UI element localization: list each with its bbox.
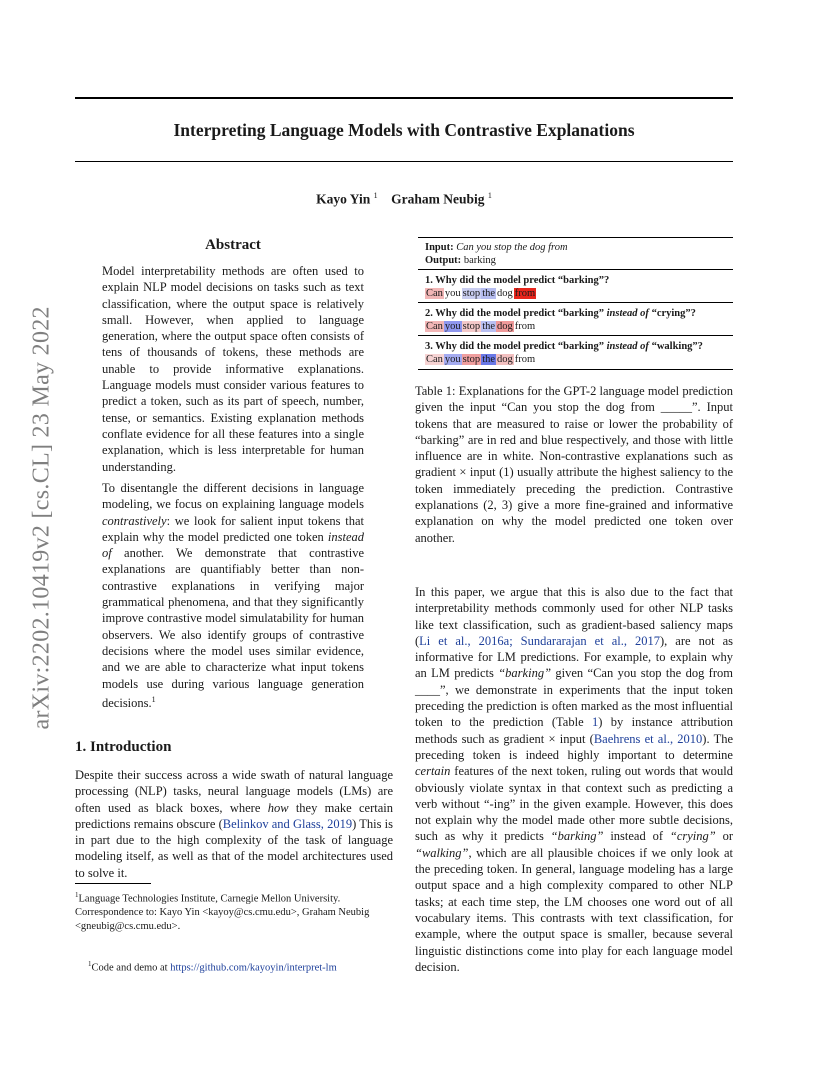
table-question: 2. Why did the model predict “barking” instead of “crying”? [425, 308, 696, 319]
token: stop [462, 321, 481, 332]
token: Can [426, 321, 443, 332]
token: dog [497, 288, 513, 299]
title-top-rule [75, 97, 733, 99]
intro-paragraph: Despite their success across a wide swath of natural language processing (NLP) tasks, neural language models (LMs) are often used as black boxes, where how they make certain predictions remains obscure (Belinkov and Glass, 2019) This is in part due to the high complexity of the task of language modeling itself, as well as that of the model architectures used to solve it. [75, 768, 394, 880]
title-bottom-rule [75, 161, 733, 162]
token: the [482, 354, 496, 365]
table-top-rule [418, 237, 733, 238]
footnote-separator [75, 883, 151, 884]
citation-link[interactable]: Baehrens et al., 2010 [593, 731, 703, 746]
footnote-code: $^1$Code and demo at https://github.com/kayoyin/interpret-lm [88, 960, 337, 974]
token-row [425, 287, 536, 300]
token: stop [462, 354, 481, 365]
token: from [514, 288, 536, 299]
author-name: Graham Neubig [391, 191, 485, 207]
table-caption: Table 1: Explanations for the GPT-2 language model prediction given the input “Can you stop the dog from _____”. Input tokens that are measured to raise or lower the probability of “barking” are in red and blue respectively, and those with little influence are in white. Non-contrastive explanations such as gradient × input (1) usually attribute the highest saliency to the token immediately preceding the prediction. Contrastive explanations (2, 3) give a more fine-grained and informative explanation on why the model predicted one token over another. [415, 384, 733, 545]
table-rule [418, 302, 733, 303]
citation-link[interactable]: Belinkov and Glass, 2019 [222, 816, 353, 831]
author-name: Kayo Yin [316, 191, 371, 207]
citation-link[interactable]: Li et al., 2016a; Sundararajan et al., 2017 [419, 633, 660, 648]
token: you [444, 288, 461, 299]
body-paragraph: In this paper, we argue that this is also due to the fact that interpretability methods commonly used for other NLP tasks like text classification, such as gradient-based saliency maps (Li et al., 2016a; Sundararajan et al., 2017), are not as informative for LM predictions. For example, to explain why an LM predicts “barking” given “Can you stop the dog from ____”, we demonstrate in experiments that the input token preceding the prediction is often marked as the most influential token to the prediction (Table 1) by instance attribution methods such as gradient × input (Baehrens et al., 2010). The preceding token is indeed highly important to determine certain features of the next token, ruling out words that would obviously violate syntax in that context such as predicting a verb without “-ing” in the given example. However, this does not explain why the model made other more subtle decisions, such as why it predicts “barking” instead of “crying” or “walking”, which are all plausible choices if we only look at the preceding token. In general, language modeling has a large output space and a high complexity compared to other NLP tasks; at each time step, the LM chooses one word out of all vocabulary items. This contrasts with text classification, for example, where the output space is smaller, because several linguistic distinctions come into play for each language model decision. [415, 585, 734, 974]
table-output-line: Output: barking [425, 255, 496, 266]
code-link[interactable]: https://github.com/kayoyin/interpret-lm [170, 962, 337, 974]
token: Can [426, 288, 443, 299]
token: you [444, 354, 461, 365]
token: dog [497, 321, 513, 332]
table-ref-link[interactable]: 1 [591, 715, 599, 730]
author-list [75, 191, 733, 208]
table-input-line: Input: Can you stop the dog from [425, 242, 568, 253]
author-affiliation-mark: 1 [487, 191, 492, 200]
author-affiliation-mark: 1 [373, 191, 378, 200]
token: dog [497, 354, 513, 365]
table-question: 3. Why did the model predict “barking” instead of “walking”? [425, 341, 703, 352]
footnote-mark: 1 [151, 694, 156, 704]
token-row [425, 320, 536, 333]
token: the [482, 321, 496, 332]
token: the [482, 288, 496, 299]
token: from [514, 354, 536, 365]
table-rule [418, 335, 733, 336]
arxiv-stamp: arXiv:2202.10419v2 [cs.CL] 23 May 2022 [28, 306, 55, 730]
token-row [425, 353, 536, 366]
token: Can [426, 354, 443, 365]
table-bottom-rule [418, 369, 733, 370]
token: you [444, 321, 461, 332]
token: stop [462, 288, 481, 299]
abstract-heading: Abstract [205, 237, 261, 253]
section-heading: 1. Introduction [75, 739, 172, 755]
paper-title: Interpreting Language Models with Contrastive Explanations [173, 120, 635, 140]
footnote-affiliation: $^1$Language Technologies Institute, Carnegie Mellon University. Correspondence to: Kayo Yin <kayoy@cs.cmu.edu>, Graham Neubig <gneubig@cs.cmu.edu>. [75, 891, 370, 933]
token: from [514, 321, 536, 332]
abstract-paragraph: Model interpretability methods are often used to explain NLP model decisions on tasks such as text classification, where the output space is relatively small. However, when applied to language generation, where the output space often consists of tens of thousands of tokens, these methods are unable to provide informative explanations. Language models must consider various features to predict a token, such as its part of speech, number, tense, or semantics. Existing explanation methods conflate evidence for all these features into a single explanation, which is less interpretable for human understanding. [102, 264, 364, 474]
table-rule [418, 269, 733, 270]
abstract-paragraph: To disentangle the different decisions in language modeling, we focus on explaining language models contrastively: we look for salient input tokens that explain why the model predicted one token instead of another. We demonstrate that contrastive explanations are quantifiably better than non-contrastive explanations in verifying major grammatical phenomena, and that they significantly improve contrastive model simulatability for human observers. We also identify groups of contrastive decisions where the model uses similar evidence, and we are able to characterize what input tokens models use during various language generation decisions.$^1$ [102, 481, 364, 711]
table-question: 1. Why did the model predict “barking”? [425, 275, 610, 286]
